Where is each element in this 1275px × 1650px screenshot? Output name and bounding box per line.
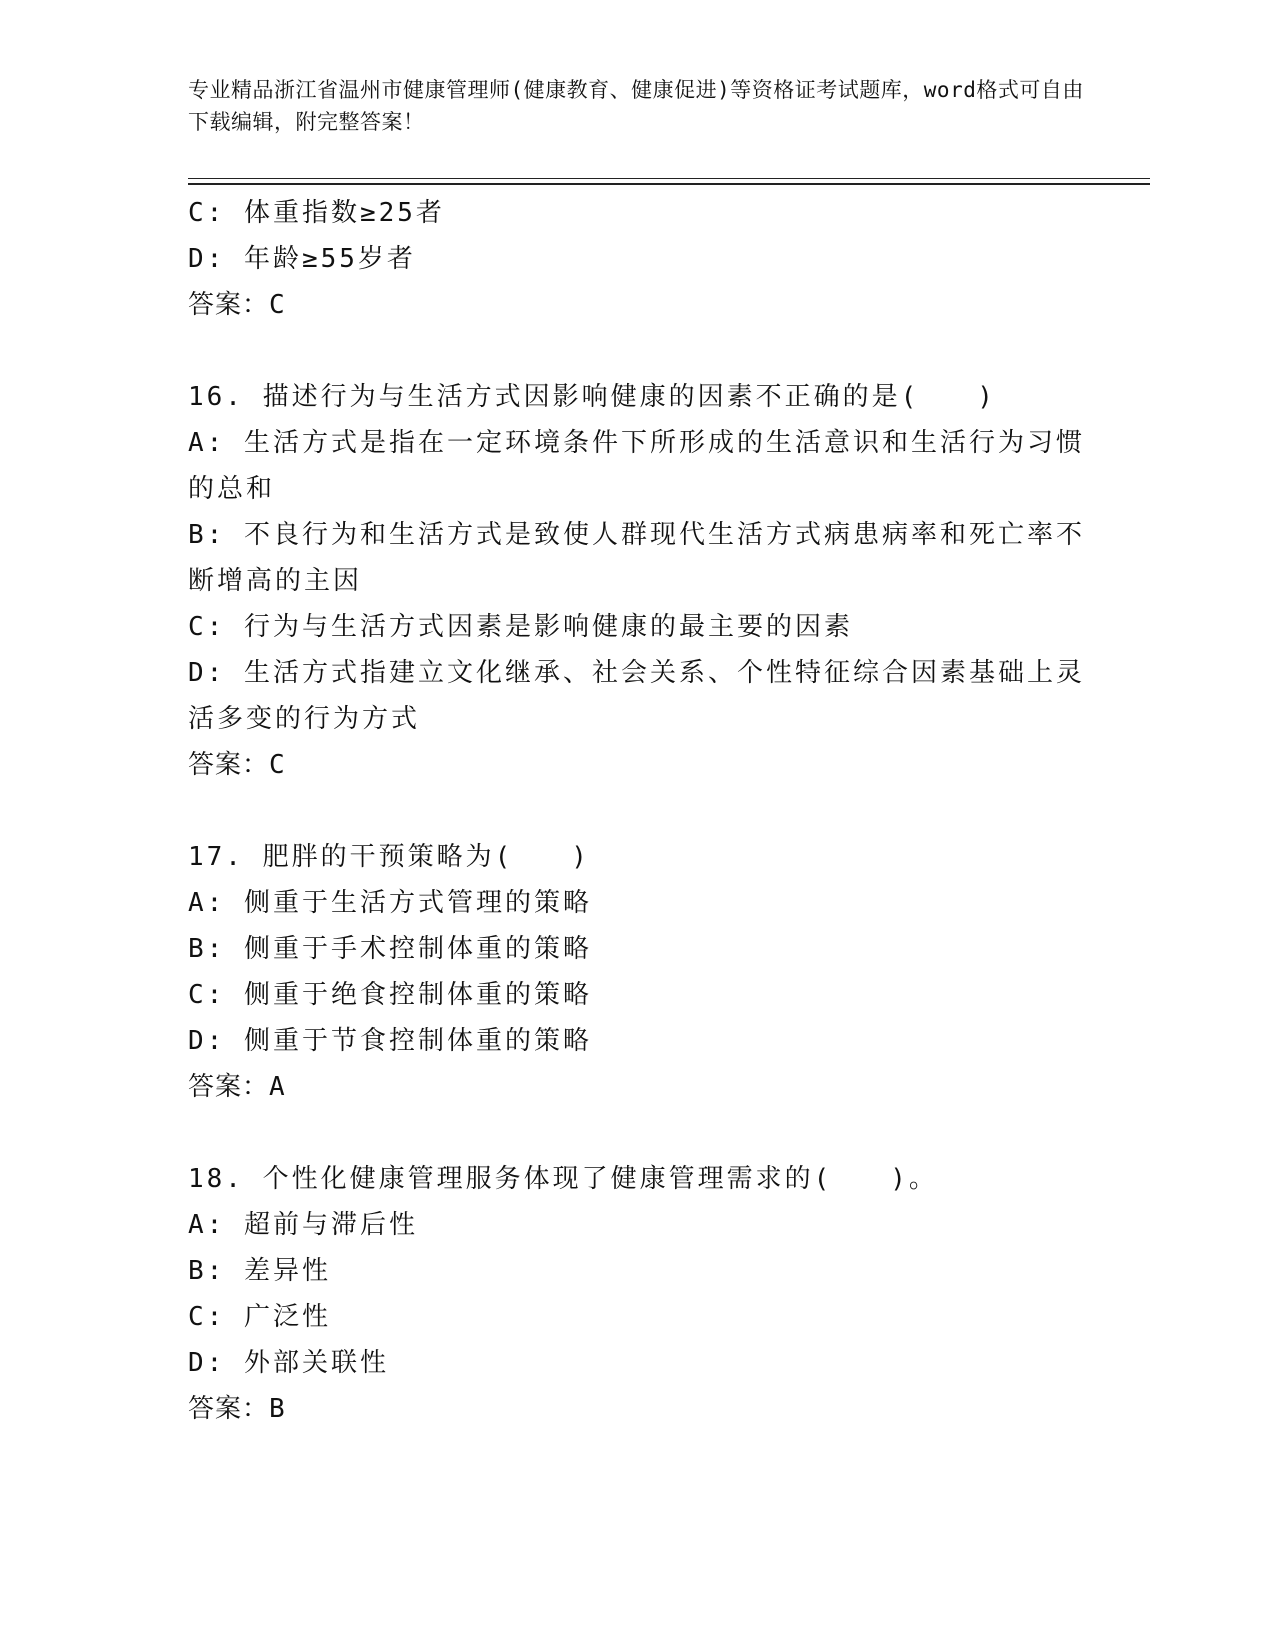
option-a: A: 侧重于生活方式管理的策略: [188, 888, 592, 918]
question-stem: 17. 肥胖的干预策略为( ): [188, 842, 590, 872]
question-18: [188, 1156, 1088, 1432]
option-b: B: 侧重于手术控制体重的策略: [188, 934, 592, 964]
header-rule-thin: [188, 178, 1150, 179]
question-stem: 16. 描述行为与生活方式因影响健康的因素不正确的是( ): [188, 382, 996, 412]
question-list: [188, 190, 1088, 1432]
answer: 答案：A: [188, 1072, 286, 1102]
prev-question: [188, 190, 1088, 328]
question-16: [188, 374, 1088, 788]
option-d: D: 外部关联性: [188, 1348, 389, 1378]
option-c: C: 广泛性: [188, 1302, 331, 1332]
option-d: D: 生活方式指建立文化继承、社会关系、个性特征综合因素基础上灵活多变的行为方式: [188, 658, 1085, 734]
question-stem: 18. 个性化健康管理服务体现了健康管理需求的( )。: [188, 1164, 938, 1194]
option-b: B: 不良行为和生活方式是致使人群现代生活方式病患病率和死亡率不断增高的主因: [188, 520, 1085, 596]
option-d: D: 年龄≥55岁者: [188, 244, 416, 274]
option-b: B: 差异性: [188, 1256, 331, 1286]
option-c: C: 体重指数≥25者: [188, 198, 445, 228]
answer: 答案：C: [188, 290, 286, 320]
option-a: A: 生活方式是指在一定环境条件下所形成的生活意识和生活行为习惯的总和: [188, 428, 1085, 504]
answer: 答案：C: [188, 750, 286, 780]
document-header: 专业精品浙江省温州市健康管理师(健康教育、健康促进)等资格证考试题库，word格式可自由下载编辑，附完整答案！: [188, 78, 1084, 134]
answer: 答案：B: [188, 1394, 286, 1424]
option-c: C: 侧重于绝食控制体重的策略: [188, 980, 592, 1010]
option-a: A: 超前与滞后性: [188, 1210, 418, 1240]
question-17: [188, 834, 1088, 1110]
header-rule-thick: [188, 183, 1150, 185]
option-d: D: 侧重于节食控制体重的策略: [188, 1026, 592, 1056]
option-c: C: 行为与生活方式因素是影响健康的最主要的因素: [188, 612, 853, 642]
